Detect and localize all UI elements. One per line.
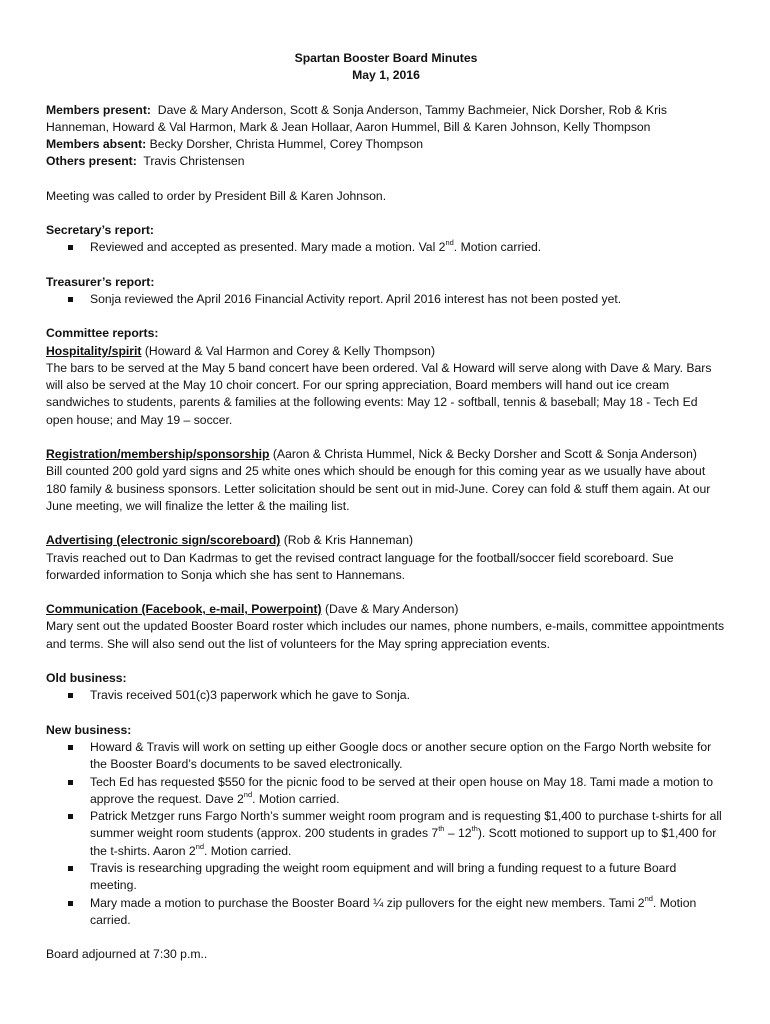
members-present-text: Dave & Mary Anderson, Scott & Sonja Anderson, Tammy Bachmeier, Nick Dorsher, Rob & Kris Hanneman, Howard & Val Harmon, Mark & Jean Hollaar, Aaron Hummel, Bill & Karen Johnson, Kelly Thompson xyxy=(46,102,667,134)
others-present-text: Travis Christensen xyxy=(143,154,245,169)
advertising-members: (Rob & Kris Hanneman) xyxy=(283,533,414,548)
bullet-icon xyxy=(68,245,73,250)
secretary-heading: Secretary’s report: xyxy=(46,223,154,238)
new-business-heading: New business: xyxy=(46,722,132,737)
old-business-heading: Old business: xyxy=(46,671,127,686)
hospitality-title: Hospitality/spirit xyxy=(46,343,142,358)
list-item: Tech Ed has requested $550 for the picnic food to be served at their open house on May 18. Tami made a motion to approve the request. Dave 2nd. Motion carried. xyxy=(46,774,726,809)
communication-section xyxy=(46,601,726,653)
bullet-icon xyxy=(68,814,73,819)
bullet-icon xyxy=(68,901,73,906)
bullet-icon xyxy=(68,297,73,302)
document-date: May 1, 2016 xyxy=(352,68,420,83)
call-to-order: Meeting was called to order by President Bill & Karen Johnson. xyxy=(46,188,387,203)
list-item: Travis is researching upgrading the weight room equipment and will bring a funding request to a future Board meeting. xyxy=(46,860,726,895)
registration-section xyxy=(46,446,726,515)
committee-heading: Committee reports: xyxy=(46,326,159,341)
list-item: Patrick Metzger runs Fargo North’s summer weight room program and is requesting $1,400 to purchase t-shirts for all summer weight room students (approx. 200 students in grades 7th – 12th). Scott motioned to support up to $1,400 for the t-shirts. Aaron 2nd. Motion carried. xyxy=(46,808,726,860)
members-present xyxy=(46,102,726,137)
advertising-body: Travis reached out to Dan Kadrmas to get the revised contract language for the football/soccer field scoreboard. Sue forwarded information to Sonja which she has sent to Hannemans. xyxy=(46,550,674,582)
others-present-label: Others present: xyxy=(46,154,137,169)
members-present-label: Members present: xyxy=(46,102,151,117)
registration-members: (Aaron & Christa Hummel, Nick & Becky Dorsher and Scott & Sonja Anderson) xyxy=(272,447,697,462)
advertising-section xyxy=(46,532,726,584)
communication-body: Mary sent out the updated Booster Board roster which includes our names, phone numbers, e-mails, committee appointments and terms. She will also send out the list of volunteers for the May spring appreciation events. xyxy=(46,619,725,651)
list-item: Reviewed and accepted as presented. Mary made a motion. Val 2nd. Motion carried. xyxy=(46,239,726,256)
members-absent-text: Becky Dorsher, Christa Hummel, Corey Thompson xyxy=(149,137,424,152)
treasurer-list xyxy=(46,291,726,308)
bullet-icon xyxy=(68,780,73,785)
members-absent xyxy=(46,136,726,153)
old-business-list xyxy=(46,687,726,704)
registration-title: Registration/membership/sponsorship xyxy=(46,447,270,462)
secretary-list xyxy=(46,239,726,256)
bullet-icon xyxy=(68,745,73,750)
list-item: Mary made a motion to purchase the Booster Board ¼ zip pullovers for the eight new members. Tami 2nd. Motion carried. xyxy=(46,895,726,930)
document-title: Spartan Booster Board Minutes xyxy=(294,51,478,65)
list-item: Howard & Travis will work on setting up either Google docs or another secure option on the Fargo North website for the Booster Board’s documents to be saved electronically. xyxy=(46,739,726,774)
hospitality-members: (Howard & Val Harmon and Corey & Kelly Thompson) xyxy=(144,343,436,358)
registration-body: Bill counted 200 gold yard signs and 25 white ones which should be enough for this coming year as we usually have about 180 family & business sponsors. Letter solicitation should be sent out in mid-June. Corey can fold & stuff them again. At our June meeting, we will finalize the letter & the mailing list. xyxy=(46,464,711,513)
advertising-title: Advertising (electronic sign/scoreboard) xyxy=(46,533,281,548)
hospitality-body: The bars to be served at the May 5 band concert have been ordered. Val & Howard will serve along with Dave & Mary. Bars will also be served at the May 10 choir concert. For our spring appreciation, Board members will hand out ice cream sandwiches to students, parents & families at the following events: May 12 - softball, tennis & baseball; May 18 - Tech Ed open house; and May 19 – soccer. xyxy=(46,360,712,427)
members-absent-label: Members absent: xyxy=(46,137,147,152)
bullet-icon xyxy=(68,693,73,698)
bullet-icon xyxy=(68,866,73,871)
communication-members: (Dave & Mary Anderson) xyxy=(325,602,459,617)
list-item: Travis received 501(c)3 paperwork which he gave to Sonja. xyxy=(46,687,726,704)
adjournment: Board adjourned at 7:30 p.m.. xyxy=(46,947,208,962)
treasurer-heading: Treasurer’s report: xyxy=(46,274,155,289)
document-body xyxy=(46,50,726,963)
list-item: Sonja reviewed the April 2016 Financial Activity report. April 2016 interest has not been posted yet. xyxy=(46,291,726,308)
communication-title: Communication (Facebook, e-mail, Powerpoint) xyxy=(46,602,322,617)
others-present xyxy=(46,153,726,170)
hospitality-section xyxy=(46,343,726,429)
new-business-list xyxy=(46,739,726,929)
